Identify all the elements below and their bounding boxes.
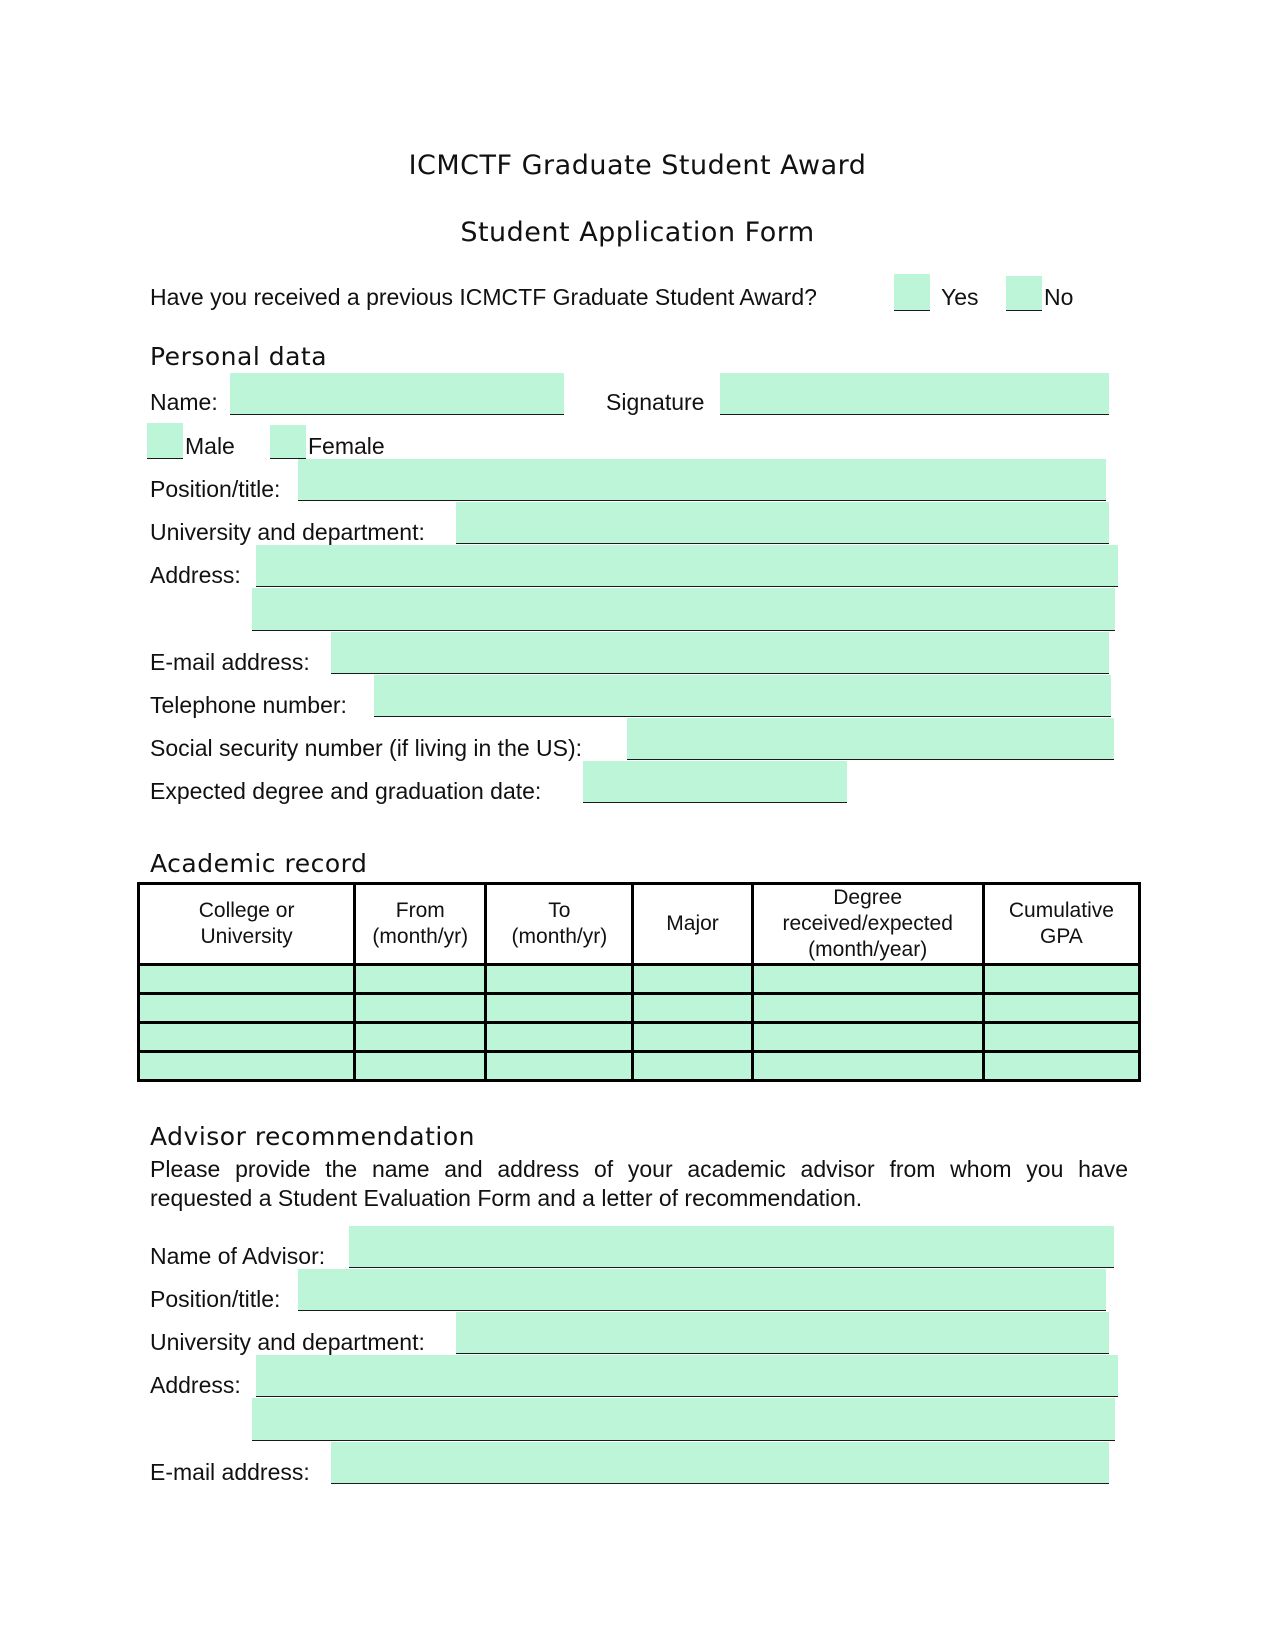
degree-cell[interactable] [752,1052,983,1081]
male-label: Male [185,433,235,459]
gpa-cell[interactable] [983,1023,1139,1052]
column-header-degree: Degree received/expected (month/year) [752,884,983,965]
from-cell[interactable] [355,1023,486,1052]
degree-cell[interactable] [752,994,983,1023]
position-field[interactable] [298,459,1106,501]
to-cell[interactable] [486,994,633,1023]
name-label: Name: [150,389,218,415]
ssn-field[interactable] [627,718,1114,760]
degree-date-label: Expected degree and graduation date: [150,778,542,804]
email-field[interactable] [331,632,1109,674]
telephone-field[interactable] [374,675,1111,717]
female-label: Female [308,433,385,459]
name-field[interactable] [230,373,564,415]
previous-award-no-label: No [1044,284,1074,310]
position-label: Position/title: [150,476,281,502]
degree-cell[interactable] [752,965,983,994]
advisor-instructions: Please provide the name and address of your academic advisor from whom you have requested a Student Evaluation Form and a letter of recommendation. [150,1156,1128,1211]
advisor-university-label: University and department: [150,1329,425,1355]
advisor-address-label: Address: [150,1372,241,1398]
signature-field[interactable] [720,373,1109,415]
column-header-from: From (month/yr) [355,884,486,965]
degree-date-field[interactable] [583,761,847,803]
advisor-position-field[interactable] [298,1269,1106,1311]
gpa-cell[interactable] [983,994,1139,1023]
to-cell[interactable] [486,1023,633,1052]
advisor-heading: Advisor recommendation [150,1122,475,1151]
previous-award-yes-checkbox[interactable] [894,274,930,311]
female-checkbox[interactable] [270,425,306,459]
column-header-major: Major [633,884,752,965]
advisor-name-field[interactable] [349,1226,1114,1268]
address-field-line1[interactable] [256,545,1118,587]
college-cell[interactable] [139,994,355,1023]
telephone-label: Telephone number: [150,692,347,718]
college-cell[interactable] [139,1023,355,1052]
form-title: ICMCTF Graduate Student Award [408,150,867,181]
form-subtitle: Student Application Form [460,217,815,248]
address-label: Address: [150,562,241,588]
academic-record-heading: Academic record [150,849,368,878]
advisor-email-field[interactable] [331,1442,1109,1484]
table-row [139,994,1140,1023]
previous-award-yes-label: Yes [941,284,979,310]
college-cell[interactable] [139,1052,355,1081]
address-field-line2[interactable] [252,588,1115,631]
ssn-label: Social security number (if living in the US): [150,735,583,761]
table-row [139,1052,1140,1081]
academic-record-table [137,882,1141,1082]
university-label: University and department: [150,519,425,545]
advisor-name-label: Name of Advisor: [150,1243,326,1269]
from-cell[interactable] [355,1052,486,1081]
academic-record-header-row [139,884,1140,965]
email-label: E-mail address: [150,649,310,675]
gpa-cell[interactable] [983,1052,1139,1081]
from-cell[interactable] [355,965,486,994]
major-cell[interactable] [633,1052,752,1081]
advisor-address-field-line2[interactable] [252,1398,1115,1441]
column-header-gpa: Cumulative GPA [983,884,1139,965]
university-field[interactable] [456,502,1109,544]
advisor-position-label: Position/title: [150,1286,281,1312]
column-header-college: College or University [139,884,355,965]
previous-award-question: Have you received a previous ICMCTF Graduate Student Award? [150,284,817,310]
advisor-email-label: E-mail address: [150,1459,310,1485]
college-cell[interactable] [139,965,355,994]
personal-data-heading: Personal data [150,342,328,371]
table-row [139,1023,1140,1052]
male-checkbox[interactable] [147,423,183,459]
previous-award-no-checkbox[interactable] [1006,276,1042,311]
to-cell[interactable] [486,1052,633,1081]
signature-label: Signature [606,389,705,415]
advisor-address-field-line1[interactable] [256,1355,1118,1397]
from-cell[interactable] [355,994,486,1023]
column-header-to: To (month/yr) [486,884,633,965]
major-cell[interactable] [633,994,752,1023]
advisor-university-field[interactable] [456,1312,1109,1354]
table-row [139,965,1140,994]
degree-cell[interactable] [752,1023,983,1052]
major-cell[interactable] [633,965,752,994]
to-cell[interactable] [486,965,633,994]
gpa-cell[interactable] [983,965,1139,994]
major-cell[interactable] [633,1023,752,1052]
